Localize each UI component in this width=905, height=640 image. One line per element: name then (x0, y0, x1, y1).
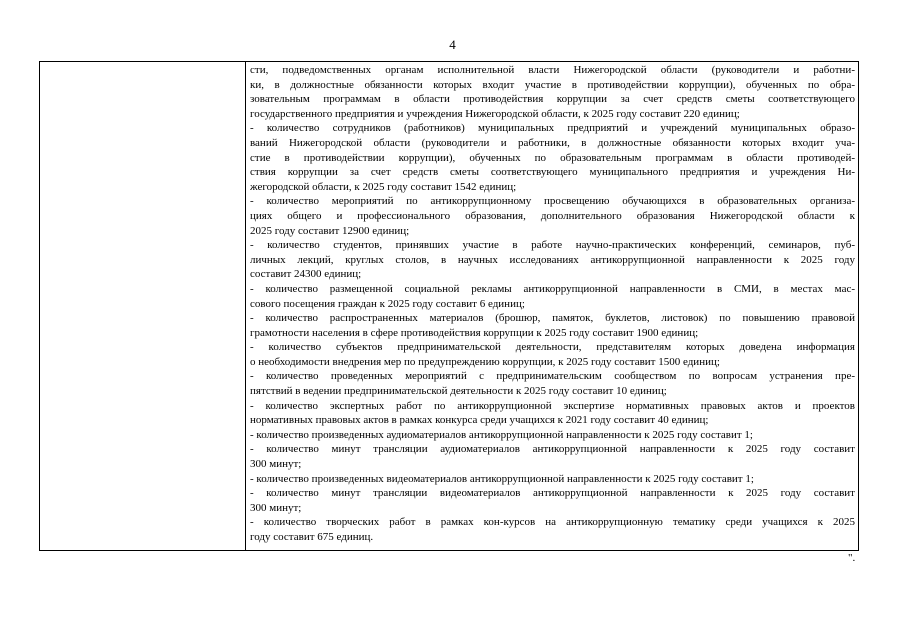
text-line: пятствий в ведении предпринимательской деятельности к 2025 году составит 10 единиц; (250, 385, 667, 398)
text-line: - количество субъектов предпринимательской деятельности, представителям которых доведена информация (250, 341, 855, 354)
text-line: - количество минут трансляции видеоматериалов антикоррупционной направленности к 2025 году составит (250, 487, 855, 500)
text-line: - количество минут трансляции аудиоматериалов антикоррупционной направленности к 2025 году составит (250, 443, 855, 456)
text-line: циях общего и профессионального образования, дополнительного образования Нижегородской области к (250, 209, 855, 222)
text-line: 300 минут; (250, 501, 302, 514)
text-line: составит 24300 единиц; (250, 268, 362, 281)
text-line: зовательным программам в области противодействия коррупции за счет средств сметы соответствующего (250, 93, 855, 106)
text-line: ваний Нижегородской области (руководители и работники, в должностные обязанности которых входит уча- (250, 136, 855, 149)
text-line: 2025 году составит 12900 единиц; (250, 224, 410, 237)
text-line: - количество размещенной социальной рекламы антикоррупционной направленности в СМИ, в местах мас- (250, 282, 855, 295)
text-line: личных лекций, круглых столов, в научных исследованиях антикоррупционной направленности к 2025 году (250, 253, 855, 266)
text-line: грамотности населения в сфере противодействия коррупции к 2025 году составит 1900 единиц; (250, 326, 699, 339)
text-line: - количество произведенных видеоматериалов антикоррупционной направленности к 2025 году составит 1; (250, 472, 754, 485)
text-line: - количество студентов, принявших участие в работе научно-практических конференций, семинаров, пуб- (250, 239, 855, 252)
text-line: сового посещения граждан к 2025 году составит 6 единиц; (250, 297, 525, 310)
table-label-cell (40, 62, 246, 550)
text-line: - количество сотрудников (работников) муниципальных предприятий и учреждений муниципальных образо- (250, 122, 855, 135)
text-line: о необходимости внедрения мер по предупреждению коррупции, к 2025 году составит 1500 единиц; (250, 355, 720, 368)
text-line: нормативных правовых актов в рамках конкурса среди учащихся к 2021 году составит 40 единиц; (250, 414, 709, 427)
text-line: - количество проведенных мероприятий с предпринимательским сообществом по вопросам устранения пре- (250, 370, 855, 383)
text-line: сти, подведомственных органам исполнительной власти Нижегородской области (руководители и работни- (250, 64, 855, 76)
text-line: ствия коррупции за счет средств сметы соответствующего муниципального предприятия и учреждения Ни- (250, 166, 855, 179)
program-table (39, 61, 859, 551)
text-line: - количество распространенных материалов (брошюр, памяток, буклетов, листовок) по повышению правовой (250, 312, 855, 325)
text-line: - количество произведенных аудиоматериалов антикоррупционной направленности к 2025 году составит 1; (250, 428, 753, 441)
text-line: - количество мероприятий по антикоррупционному просвещению обучающихся в образовательных организа- (250, 195, 855, 208)
page-number: 4 (449, 37, 456, 52)
text-line: стие в противодействии коррупции), обученных по образовательным программам в области противодей- (250, 151, 855, 164)
text-line: 300 минут; (250, 458, 302, 471)
text-line: - количество экспертных работ по антикоррупционной экспертизе нормативных правовых актов и проектов (250, 399, 855, 412)
text-line: жегородской области, к 2025 году составит 1542 единиц; (250, 180, 517, 193)
text-line: - количество творческих работ в рамках кон-курсов на антикоррупционную тематику среди учащихся к 2025 (250, 516, 855, 529)
closing-quote-mark: ". (848, 552, 856, 564)
text-line: году составит 675 единиц. (250, 531, 374, 543)
text-line: государственного предприятия и учреждения Нижегородской области, к 2025 году составит 220 единиц; (250, 107, 740, 120)
table-content-cell (246, 62, 858, 550)
text-line: ки, в должностные обязанности которых входит участие в противодействии коррупции), обученных по обра- (250, 78, 855, 91)
